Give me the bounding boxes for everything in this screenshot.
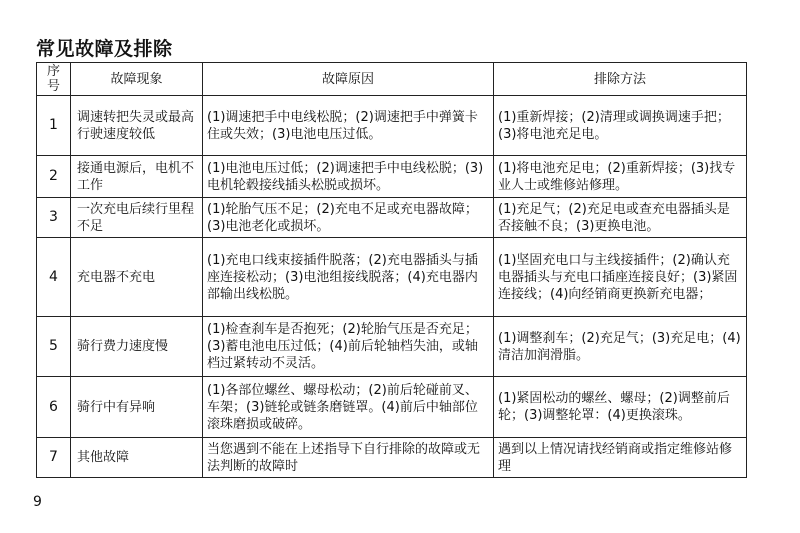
row-cause: (1)充电口线束接插件脱落；(2)充电器插头与插座连接松动；(3)电池组接线脱落；(4)充电器内部输出线松脱。 <box>203 238 494 317</box>
header-cause: 故障原因 <box>203 63 494 96</box>
table-row <box>37 377 747 438</box>
header-no <box>37 63 71 96</box>
row-cause: (1)轮胎气压不足；(2)充电不足或充电器故障；(3)电池老化或损坏。 <box>203 198 494 238</box>
row-symptom: 其他故障 <box>71 438 203 478</box>
row-solution: 遇到以上情况请找经销商或指定维修站修理 <box>494 438 747 478</box>
row-solution: (1)充足气；(2)充足电或查充电器插头是否接触不良；(3)更换电池。 <box>494 198 747 238</box>
table-row <box>37 198 747 238</box>
row-solution: (1)调整刹车；(2)充足气；(3)充足电；(4)清洁加润滑脂。 <box>494 317 747 377</box>
row-cause: (1)检查刹车是否抱死；(2)轮胎气压是否充足；(3)蓄电池电压过低；(4)前后轮轴档失油，或轴档过紧转动不灵活。 <box>203 317 494 377</box>
table-row <box>37 96 747 156</box>
row-solution: (1)将电池充足电；(2)重新焊接；(3)找专业人士或维修站修理。 <box>494 156 747 198</box>
page-title: 常见故障及排除 <box>36 38 173 60</box>
table-row <box>37 238 747 317</box>
header-symptom: 故障现象 <box>71 63 203 96</box>
table-header-row <box>37 63 747 96</box>
table-row <box>37 317 747 377</box>
table-row <box>37 438 747 478</box>
row-number: 7 <box>37 438 71 478</box>
header-no-line2: 号 <box>46 79 60 94</box>
row-symptom: 接通电源后，电机不工作 <box>71 156 203 198</box>
row-symptom: 充电器不充电 <box>71 238 203 317</box>
row-symptom: 骑行费力速度慢 <box>71 317 203 377</box>
row-cause: 当您遇到不能在上述指导下自行排除的故障或无法判断的故障时 <box>203 438 494 478</box>
row-symptom: 一次充电后续行里程不足 <box>71 198 203 238</box>
row-cause: (1)调速把手中电线松脱；(2)调速把手中弹簧卡住或失效；(3)电池电压过低。 <box>203 96 494 156</box>
row-solution: (1)紧固松动的螺丝、螺母；(2)调整前后轮；(3)调整轮罩：(4)更换滚珠。 <box>494 377 747 438</box>
row-number: 3 <box>37 198 71 238</box>
table-row <box>37 156 747 198</box>
row-solution: (1)坚固充电口与主线接插件；(2)确认充电器插头与充电口插座连接良好；(3)紧固连接线；(4)向经销商更换新充电器； <box>494 238 747 317</box>
row-number: 2 <box>37 156 71 198</box>
row-solution: (1)重新焊接；(2)清理或调换调速手把；(3)将电池充足电。 <box>494 96 747 156</box>
row-cause: (1)各部位螺丝、螺母松动；(2)前后轮碰前叉、车架；(3)链轮或链条磨链罩。(4)前后中轴部位滚珠磨损或破碎。 <box>203 377 494 438</box>
header-solution: 排除方法 <box>494 63 747 96</box>
row-number: 6 <box>37 377 71 438</box>
fault-table <box>36 62 747 478</box>
row-number: 4 <box>37 238 71 317</box>
page-number: 9 <box>33 494 42 510</box>
row-number: 1 <box>37 96 71 156</box>
header-no-line1: 序 <box>46 64 60 79</box>
row-symptom: 调速转把失灵或最高行驶速度较低 <box>71 96 203 156</box>
row-cause: (1)电池电压过低；(2)调速把手中电线松脱；(3)电机轮毂接线插头松脱或损坏。 <box>203 156 494 198</box>
row-symptom: 骑行中有异响 <box>71 377 203 438</box>
row-number: 5 <box>37 317 71 377</box>
